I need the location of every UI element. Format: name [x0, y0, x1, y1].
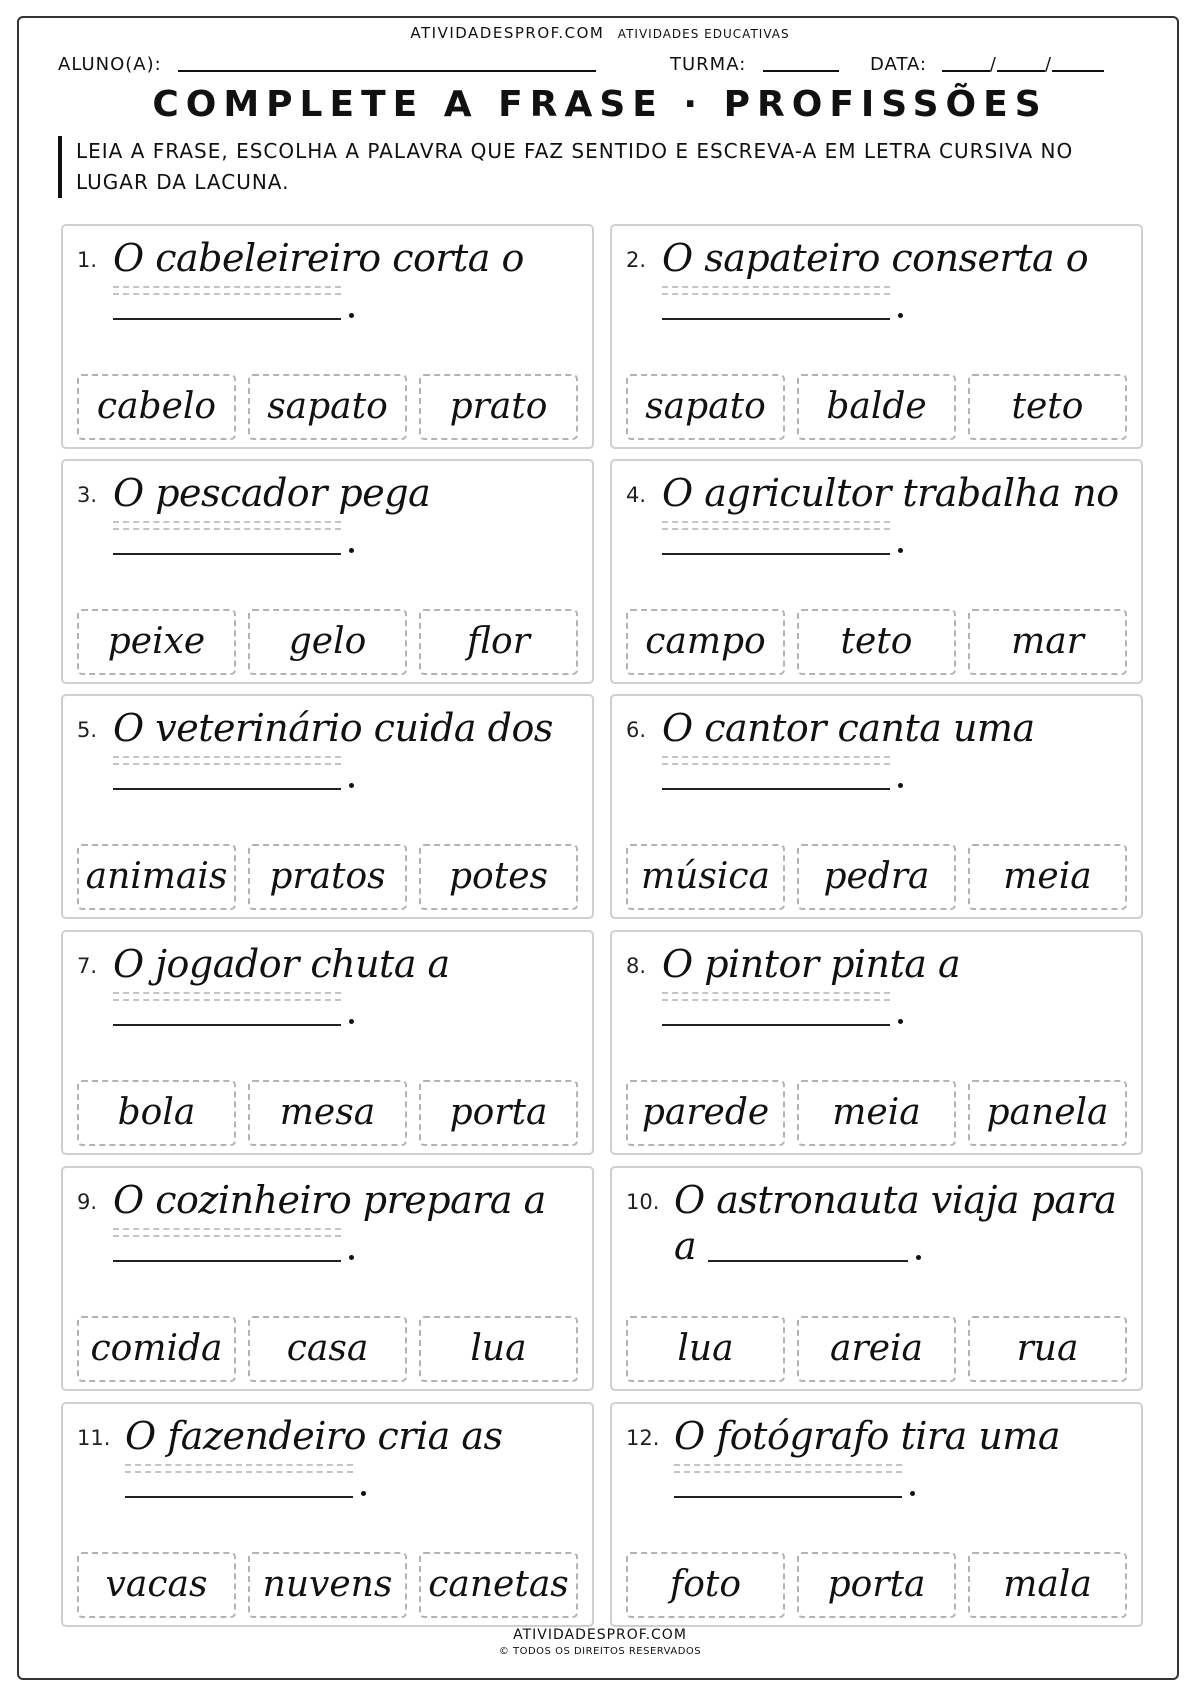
- period-mark: [898, 783, 903, 788]
- guide-line: [662, 521, 890, 523]
- period-mark: [898, 313, 903, 318]
- guide-line: [662, 763, 890, 765]
- word-option[interactable]: sapato: [626, 374, 785, 440]
- word-option[interactable]: teto: [968, 374, 1127, 440]
- exercise-number: 2.: [626, 248, 647, 272]
- guide-line: [113, 293, 341, 295]
- exercise-card: [610, 459, 1143, 684]
- word-option[interactable]: teto: [797, 609, 956, 675]
- exercise-sentence: O cabeleireiro corta o: [113, 236, 524, 280]
- exercise-card: [610, 1166, 1143, 1391]
- word-option[interactable]: meia: [797, 1080, 956, 1146]
- guide-line: [662, 999, 890, 1001]
- word-option[interactable]: mala: [968, 1552, 1127, 1618]
- period-mark: [898, 1019, 903, 1024]
- exercise-card: [61, 1166, 594, 1391]
- guide-line: [662, 286, 890, 288]
- period-mark: [898, 548, 903, 553]
- guide-line: [662, 756, 890, 758]
- word-option[interactable]: mar: [968, 609, 1127, 675]
- student-name-line[interactable]: [178, 52, 596, 72]
- exercise-number: 1.: [77, 248, 98, 272]
- word-option[interactable]: potes: [419, 844, 578, 910]
- exercise-number: 10.: [626, 1190, 660, 1214]
- word-option[interactable]: sapato: [248, 374, 407, 440]
- site-name: ATIVIDADESPROF.COM: [410, 24, 605, 42]
- student-label: ALUNO(A):: [58, 54, 162, 75]
- word-option[interactable]: gelo: [248, 609, 407, 675]
- guide-line: [113, 521, 341, 523]
- word-option[interactable]: lua: [626, 1316, 785, 1382]
- guide-line: [113, 1235, 341, 1237]
- word-option[interactable]: lua: [419, 1316, 578, 1382]
- exercise-sentence: O sapateiro conserta o: [662, 236, 1089, 280]
- guide-line: [113, 286, 341, 288]
- date-year-line[interactable]: [1052, 52, 1104, 72]
- guide-line: [113, 528, 341, 530]
- answer-line[interactable]: [662, 318, 890, 320]
- word-option[interactable]: prato: [419, 374, 578, 440]
- exercise-number: 9.: [77, 1190, 98, 1214]
- word-option[interactable]: mesa: [248, 1080, 407, 1146]
- word-option[interactable]: porta: [797, 1552, 956, 1618]
- word-option[interactable]: música: [626, 844, 785, 910]
- exercise-number: 7.: [77, 954, 98, 978]
- exercise-sentence: O pintor pinta a: [662, 942, 961, 986]
- word-option[interactable]: cabelo: [77, 374, 236, 440]
- word-option[interactable]: casa: [248, 1316, 407, 1382]
- exercise-card: [61, 930, 594, 1155]
- word-option[interactable]: peixe: [77, 609, 236, 675]
- exercise-card: [61, 459, 594, 684]
- exercise-card: [61, 1402, 594, 1627]
- period-mark: [349, 1019, 354, 1024]
- exercise-card: [61, 224, 594, 449]
- exercise-sentence: O veterinário cuida dos: [113, 706, 553, 750]
- guide-line: [674, 1464, 902, 1466]
- period-mark: [349, 548, 354, 553]
- word-option[interactable]: panela: [968, 1080, 1127, 1146]
- class-line[interactable]: [763, 52, 839, 72]
- footer: [0, 1627, 1200, 1657]
- class-label: TURMA:: [670, 54, 747, 75]
- guide-line: [113, 756, 341, 758]
- student-field: [58, 52, 596, 75]
- answer-line[interactable]: [113, 1024, 341, 1026]
- exercise-card: [610, 694, 1143, 919]
- word-option[interactable]: animais: [77, 844, 236, 910]
- answer-line[interactable]: [113, 318, 341, 320]
- guide-line: [662, 293, 890, 295]
- word-option[interactable]: areia: [797, 1316, 956, 1382]
- word-option[interactable]: bola: [77, 1080, 236, 1146]
- guide-line: [125, 1464, 353, 1466]
- word-option[interactable]: canetas: [419, 1552, 578, 1618]
- exercise-sentence: O agricultor trabalha no: [662, 471, 1119, 515]
- date-label: DATA:: [870, 54, 928, 75]
- word-option[interactable]: nuvens: [248, 1552, 407, 1618]
- exercise-sentence: O fotógrafo tira uma: [674, 1414, 1060, 1458]
- date-day-line[interactable]: [942, 52, 990, 72]
- exercise-number: 3.: [77, 483, 98, 507]
- student-fields: [58, 52, 1146, 78]
- date-field: [870, 52, 1104, 75]
- guide-line: [674, 1471, 902, 1473]
- period-mark: [349, 313, 354, 318]
- exercise-sentence: O cozinheiro prepara a: [113, 1178, 546, 1222]
- answer-line[interactable]: [662, 788, 890, 790]
- guide-line: [113, 999, 341, 1001]
- instructions: LEIA A FRASE, ESCOLHA A PALAVRA QUE FAZ SENTIDO E ESCREVA-A EM LETRA CURSIVA NO LUGAR DA LACUNA.: [58, 136, 1076, 198]
- exercise-number: 8.: [626, 954, 647, 978]
- exercise-sentence: O pescador pega: [113, 471, 431, 515]
- answer-line[interactable]: [662, 553, 890, 555]
- period-mark: [349, 1255, 354, 1260]
- footer-site: ATIVIDADESPROF.COM: [513, 1627, 687, 1643]
- word-option[interactable]: comida: [77, 1316, 236, 1382]
- exercise-sentence-continuation: a: [674, 1224, 697, 1268]
- class-field: [670, 52, 839, 75]
- exercise-card: [610, 224, 1143, 449]
- date-separator: /: [989, 54, 997, 75]
- exercise-sentence: O fazendeiro cria as: [125, 1414, 503, 1458]
- word-option[interactable]: porta: [419, 1080, 578, 1146]
- answer-line[interactable]: [125, 1496, 353, 1498]
- period-mark: [910, 1491, 915, 1496]
- period-mark: [916, 1255, 921, 1260]
- answer-line[interactable]: [674, 1496, 902, 1498]
- exercise-number: 6.: [626, 718, 647, 742]
- exercise-number: 5.: [77, 718, 98, 742]
- exercise-number: 4.: [626, 483, 647, 507]
- site-header: [0, 24, 1200, 42]
- exercise-card: [610, 930, 1143, 1155]
- answer-line[interactable]: [113, 1260, 341, 1262]
- word-option[interactable]: pratos: [248, 844, 407, 910]
- word-option[interactable]: parede: [626, 1080, 785, 1146]
- answer-line[interactable]: [113, 788, 341, 790]
- date-separator: /: [1044, 54, 1053, 75]
- word-option[interactable]: campo: [626, 609, 785, 675]
- guide-line: [113, 763, 341, 765]
- guide-line: [662, 528, 890, 530]
- date-month-line[interactable]: [997, 52, 1045, 72]
- exercise-card: [61, 694, 594, 919]
- word-option[interactable]: rua: [968, 1316, 1127, 1382]
- guide-line: [662, 992, 890, 994]
- word-option[interactable]: vacas: [77, 1552, 236, 1618]
- footer-rights: © TODOS OS DIREITOS RESERVADOS: [498, 1646, 702, 1657]
- exercise-number: 12.: [626, 1426, 660, 1450]
- site-tagline: ATIVIDADES EDUCATIVAS: [617, 27, 790, 41]
- answer-line[interactable]: [708, 1260, 908, 1262]
- page-title: COMPLETE A FRASE · PROFISSÕES: [152, 84, 1048, 125]
- answer-line[interactable]: [662, 1024, 890, 1026]
- period-mark: [349, 783, 354, 788]
- guide-line: [125, 1471, 353, 1473]
- exercise-number: 11.: [77, 1426, 111, 1450]
- word-option[interactable]: pedra: [797, 844, 956, 910]
- exercise-sentence: O astronauta viaja para: [674, 1178, 1117, 1222]
- exercise-card: [610, 1402, 1143, 1627]
- period-mark: [361, 1491, 366, 1496]
- exercise-sentence: O cantor canta uma: [662, 706, 1035, 750]
- exercise-sentence: O jogador chuta a: [113, 942, 450, 986]
- answer-line[interactable]: [113, 553, 341, 555]
- word-option[interactable]: flor: [419, 609, 578, 675]
- guide-line: [113, 992, 341, 994]
- word-option[interactable]: foto: [626, 1552, 785, 1618]
- guide-line: [113, 1228, 341, 1230]
- word-option[interactable]: balde: [797, 374, 956, 440]
- word-option[interactable]: meia: [968, 844, 1127, 910]
